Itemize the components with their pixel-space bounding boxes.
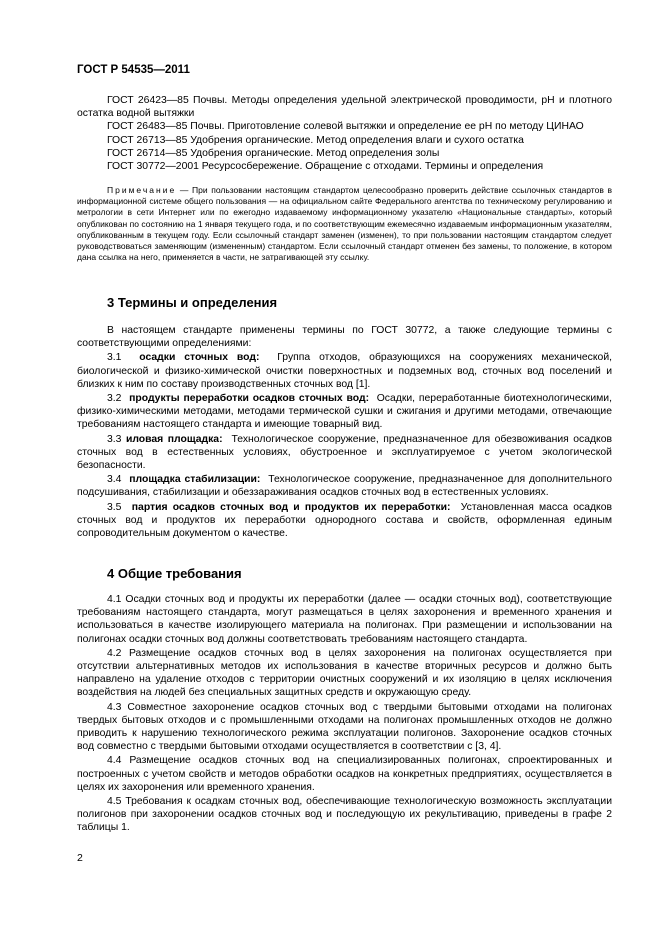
- reference-item: ГОСТ 26483—85 Почвы. Приготовление солевой вытяжки и определение ее pH по методу ЦИНАО: [107, 121, 584, 133]
- term-definition: 3.5 партия осадков сточных вод и продуктов их переработки: Установленная масса осадков сточных вод и продуктов их переработки однородного состава и свойств, оформленная единым сопроводительным документом о качестве.: [77, 501, 612, 540]
- requirement-paragraph: 4.4 Размещение осадков сточных вод на специализированных полигонах, спроектированных и построенных с учетом свойств и методов обработки осадков на конкретных предприятиях, осуществляется в целях их захоронения или временного хранения.: [77, 755, 612, 793]
- reference-item: ГОСТ 26713—85 Удобрения органические. Метод определения влаги и сухого остатка: [107, 134, 524, 146]
- section-4-heading: 4 Общие требования: [107, 566, 242, 581]
- term-name: партия осадков сточных вод и продуктов их переработки:: [131, 501, 451, 513]
- section-3-intro: В настоящем стандарте применены термины по ГОСТ 30772, а также следующие термины с соответствующими определениями:: [77, 325, 612, 350]
- term-name: площадка стабилизации:: [129, 474, 261, 486]
- document-header: ГОСТ Р 54535—2011: [77, 64, 190, 76]
- page-number: 2: [77, 852, 83, 864]
- term-definition: 3.1 осадки сточных вод: Группа отходов, образующихся на сооружениях механической, биологической и физико-химической очистки поверхностных и подземных вод, сточных вод поселений и близких к ним по составу производственных сточных вод [1].: [77, 352, 613, 390]
- term-name: осадки сточных вод:: [139, 352, 260, 364]
- reference-note: [77, 185, 612, 263]
- note-text: — При пользовании настоящим стандартом целесообразно проверить действие ссылочных стандартов в информационной системе общего пользования — на официальном сайте Федерального агентства по техническому регулированию и метрологии в сети Интернет или по ежегодно издаваемому информационному указателю «Национальные стандарты», который опубликован по состоянию на 1 января текущего года, и по соответствующим ежемесячно издаваемым информационным указателям, опубликованным в текущем году. Если ссылочный стандарт заменен (изменен), то при пользовании настоящим стандартом следует руководствоваться заменяющим (измененным) стандартом. Если ссылочный стандарт отменен без замены, то положение, в котором дана ссылка на него, применяется в части, не затрагивающей эту ссылку.: [77, 185, 612, 263]
- term-name: иловая площадка:: [125, 433, 223, 445]
- requirement-paragraph: 4.2 Размещение осадков сточных вод в целях захоронения на полигонах осуществляется при отсутствии альтернативных методов их использования в качестве вторичных ресурсов и должно быть направлено на удаление отходов с территории очистных сооружений и их изоляцию в целях исключения воздействия на людей без специальных защитных средств и окружающую среду.: [77, 647, 612, 699]
- section-3-body: [77, 324, 612, 541]
- requirement-paragraph: 4.5 Требования к осадкам сточных вод, обеспечивающие технологическую возможность эксплуатации полигонов при захоронении осадков сточных вод и последующую их рекультивацию, приведены в графе 2 таблицы 1.: [77, 796, 612, 834]
- reference-item: ГОСТ 26423—85 Почвы. Методы определения удельной электрической проводимости, pH и плотного остатка водной вытяжки: [77, 95, 612, 120]
- term-definition: 3.3 иловая площадка: Технологическое сооружение, предназначенное для обезвоживания осадков сточных вод в естественных условиях, обустроенное и эксплуатируемое с учетом экологической безопасности.: [77, 433, 613, 472]
- reference-item: ГОСТ 30772—2001 Ресурсосбережение. Обращение с отходами. Термины и определения: [107, 161, 544, 173]
- note-label: Примечание: [107, 185, 177, 195]
- term-name: продукты переработки осадков сточных вод:: [129, 393, 370, 405]
- requirement-paragraph: 4.3 Совместное захоронение осадков сточных вод с твердыми бытовыми отходами на полигонах твердых бытовых отходов и с промышленными отходами на полигонах промышленных отходов не должно приводить к нарушению технологического режима эксплуатации полигонов. Захоронение осадков сточных вод совместно с твердыми бытовыми отходами осуществляется в соответствии с [3, 4].: [77, 701, 612, 753]
- section-3-heading: 3 Термины и определения: [107, 295, 278, 310]
- requirement-paragraph: 4.1 Осадки сточных вод и продукты их переработки (далее — осадки сточных вод), соответствующие требованиям настоящего стандарта, могут размещаться в целях захоронения и временного хранения и использоваться в качестве изолирующего материала на полигонах. При размещении и использовании на полигонах осадки сточных вод должны соответствовать требованиям настоящего стандарта.: [77, 594, 612, 645]
- term-definition: 3.4 площадка стабилизации: Технологическое сооружение, предназначенное для дополнительного подсушивания, стабилизации и обеззараживания осадков сточных вод в естественных условиях.: [77, 474, 613, 499]
- section-4-body: [77, 593, 612, 836]
- reference-item: ГОСТ 26714—85 Удобрения органические. Метод определения золы: [107, 147, 440, 159]
- normative-references-list: [77, 94, 612, 173]
- term-definition: 3.2 продукты переработки осадков сточных вод: Осадки, переработанные биотехнологическими, физико-химическими методами, методами термической сушки и сжигания и другими методами, отвечающие требованиям настоящего стандарта и имеющие товарный вид.: [77, 393, 612, 431]
